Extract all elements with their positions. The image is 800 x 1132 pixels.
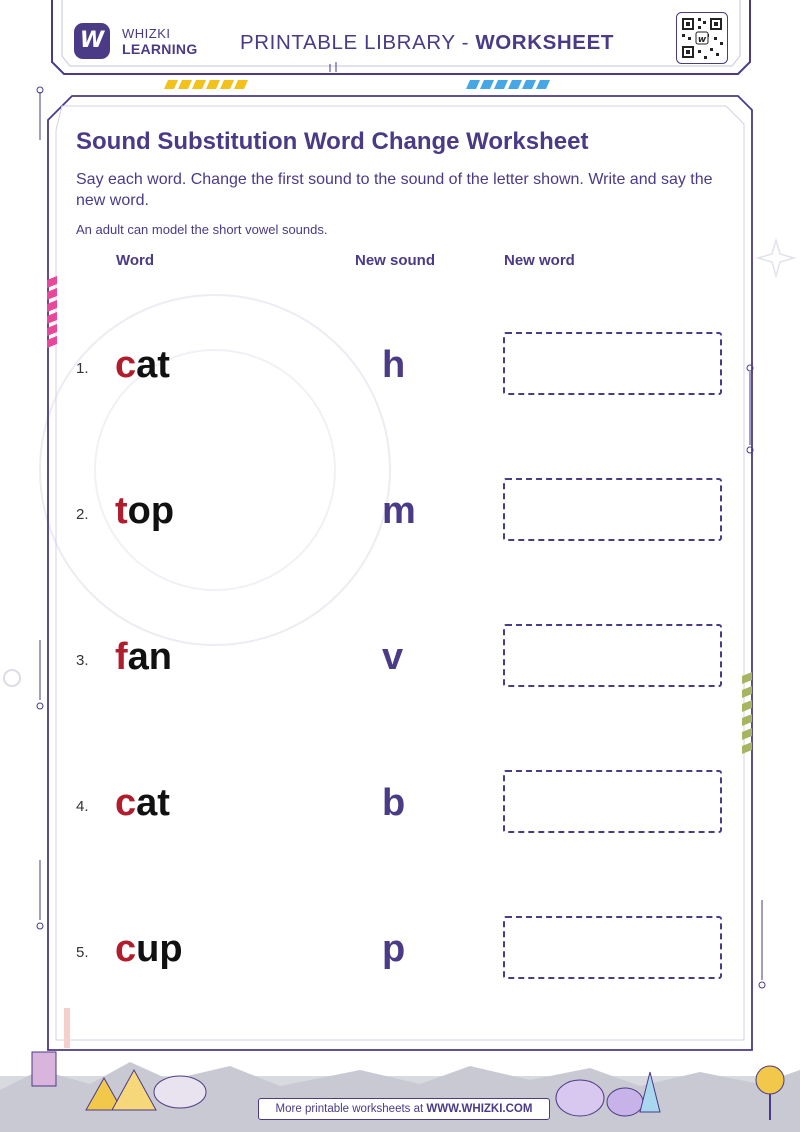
adult-note: An adult can model the short vowel sounds. — [76, 222, 328, 237]
exercise-row — [0, 478, 800, 548]
exercise-row — [0, 332, 800, 402]
svg-text:w: w — [697, 35, 707, 45]
new-sound-letter: b — [382, 782, 406, 824]
worksheet-title: Sound Substitution Word Change Worksheet — [76, 128, 589, 155]
exercise-row — [0, 770, 800, 840]
item-number: 2. — [76, 506, 89, 523]
item-number: 1. — [76, 360, 89, 377]
new-word-answer-box[interactable] — [503, 916, 722, 979]
page-header — [62, 0, 742, 72]
word — [115, 926, 183, 972]
item-number: 3. — [76, 652, 89, 669]
word — [115, 342, 170, 388]
column-header-new-sound: New sound — [355, 252, 436, 269]
word-rest: at — [136, 782, 170, 824]
new-word-answer-box[interactable] — [503, 332, 722, 395]
new-word-answer-box[interactable] — [503, 770, 722, 833]
qr-code-icon[interactable] — [676, 12, 728, 64]
word-rest: op — [127, 490, 175, 532]
new-sound-letter: v — [382, 636, 404, 678]
item-number: 5. — [76, 944, 89, 961]
word — [115, 780, 170, 826]
word-first-letter: c — [115, 928, 137, 970]
word-rest: at — [136, 344, 170, 386]
word-first-letter: c — [115, 782, 137, 824]
whizki-logo-icon: W — [74, 23, 110, 59]
footer-link[interactable] — [258, 1098, 550, 1120]
word-first-letter: f — [115, 636, 128, 678]
word-first-letter: t — [115, 490, 128, 532]
new-word-answer-box[interactable] — [503, 478, 722, 541]
column-header-new-word: New word — [504, 252, 575, 269]
word-rest: an — [127, 636, 173, 678]
word-rest: up — [136, 928, 183, 970]
exercise-row — [0, 624, 800, 694]
new-sound-letter: m — [382, 490, 416, 532]
new-word-answer-box[interactable] — [503, 624, 722, 687]
word — [115, 488, 174, 534]
library-heading — [240, 31, 614, 55]
column-header-word: Word — [116, 252, 155, 269]
footer-text: More printable worksheets at — [275, 1103, 427, 1115]
worksheet-instructions: Say each word. Change the first sound to the sound of the letter shown. Write and say the new word. — [76, 171, 713, 209]
brand-name-top: WHIZKI — [122, 26, 171, 41]
library-type: WORKSHEET — [475, 31, 614, 54]
word — [115, 634, 172, 680]
new-sound-letter: h — [382, 344, 406, 386]
new-sound-letter: p — [382, 928, 406, 970]
exercise-row — [0, 916, 800, 986]
brand-name-bottom: LEARNING — [122, 41, 198, 57]
library-label: PRINTABLE LIBRARY - — [240, 31, 476, 54]
item-number: 4. — [76, 798, 89, 815]
footer-site: WWW.WHIZKI.COM — [426, 1103, 533, 1115]
word-first-letter: c — [115, 344, 137, 386]
